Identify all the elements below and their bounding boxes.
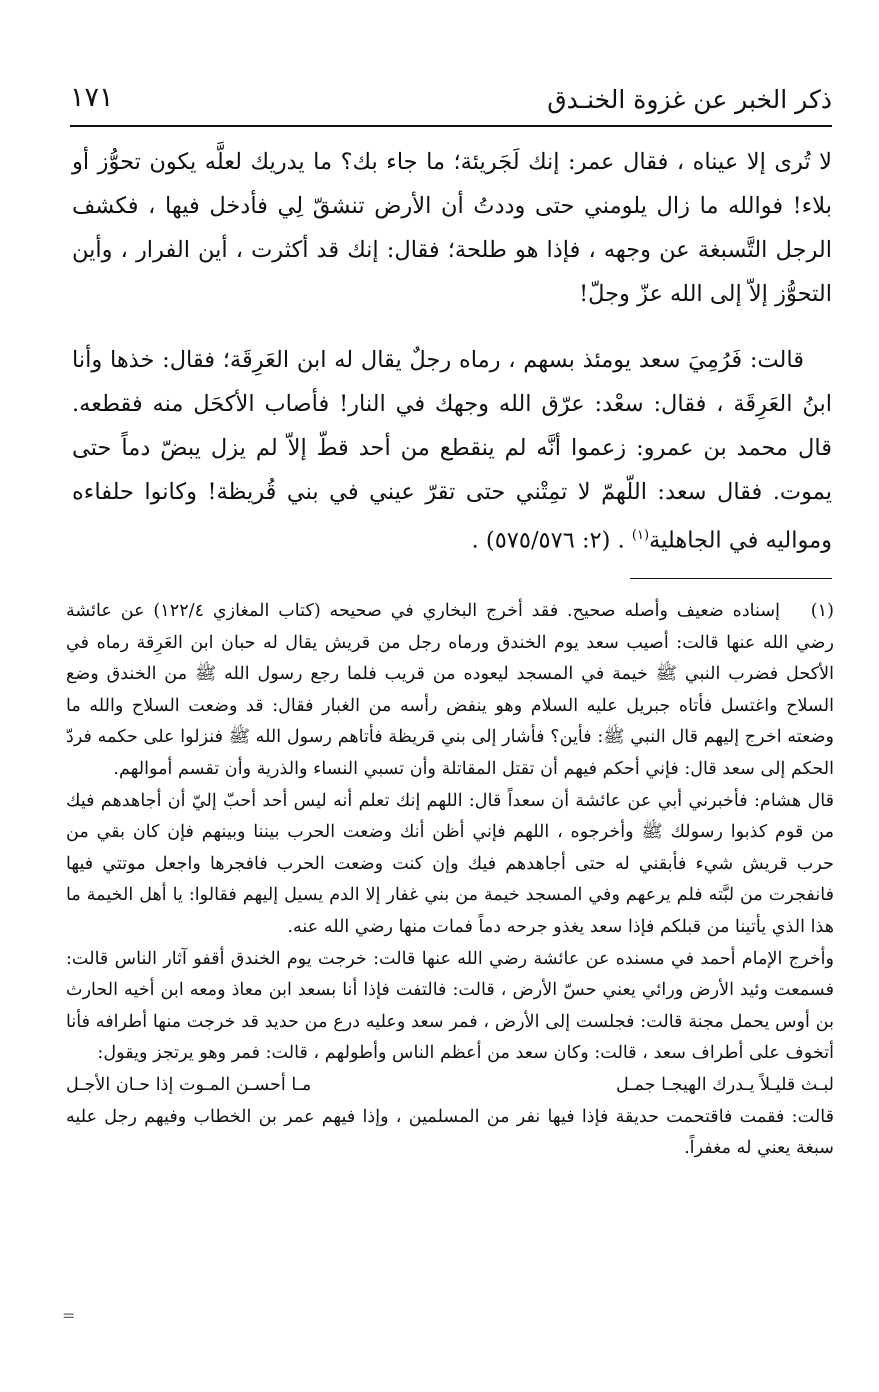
- footnote-marker: (١): [810, 601, 834, 621]
- paragraph-2-text: قالت: فَرُمِيَ سعد يومئذ بسهم ، رماه رجلٌ يقال له ابن العَرِقَة؛ فقال: خذها وأنا ابنُ العَرِقَة ، فقال: سعْد: عرّق الله وجهك في النار! فأصاب الأكحَل منه فقطعه. قال محمد بن عمرو: زعموا أنَّه لم ينقطع من أحد قطّ إلاّ لم يزل يبضّ دماً حتى يموت. فقال سعد: اللّهمّ لا تمِتْني حتى تقرّ عيني في بني قُريظة! وكانوا حلفاءه ومواليه في الجاهلية: [72, 347, 832, 554]
- source-citation: . (٢: ٥٧٥/٥٧٦) .: [471, 527, 625, 554]
- running-header: [70, 78, 832, 122]
- poem-verse: [66, 1070, 834, 1102]
- poem-hemistich-first: لبـث قليـلاً يـدرك الهيجـا جمـل: [615, 1074, 834, 1095]
- paragraph-1: لا تُرى إلا عيناه ، فقال عمر: إنك لَجَريئة؛ ما جاء بك؟ ما يدريك لعلَّه يكون تحوُّز أو بلاء! فوالله ما زال يلومني حتى وددتُ أن الأرض تنشقّ لِي فأدخل فيها ، فكشف الرجل التَّسبغة عن وجهه ، فإذا هو طلحة؛ فقال: إنك قد أكثرت ، أين الفرار ، وأين التحوُّز إلاّ إلى الله عزّ وجلّ!: [72, 149, 832, 307]
- footnote-1: [66, 596, 834, 786]
- page-number: ١٧١: [70, 82, 114, 113]
- footnote-paragraph-ahmad: وأخرج الإمام أحمد في مسنده عن عائشة رضي الله عنها قالت: خرجت يوم الخندق أقفو آثار الناس قالت: فسمعت وئيد الأرض ورائي يعني حسّ الأرض ، قالت: فالتفت فإذا أنا بسعد ابن معاذ ومعه ابن أخيه الحارث بن أوس يحمل مجنة قالت: فجلست إلى الأرض ، فمر سعد وعليه درع من حديد قد خرجت منها أطرافه فأنا أتخوف على أطراف سعد ، قالت: وكان سعد من أعظم الناس وأطولهم ، قالت: فمر وهو يرتجز ويقول:: [66, 948, 834, 1064]
- footnote-reference[interactable]: (١): [631, 528, 650, 543]
- chapter-title: ذكر الخبر عن غزوة الخنـدق: [547, 85, 832, 114]
- main-text: [72, 140, 832, 563]
- footnote-1-text: إسناده ضعيف وأصله صحيح. فقد أخرج البخاري في صحيحه (كتاب المغازي ١٢٢/٤) عن عائشة رضي الله عنها قالت: أصيب سعد يوم الخندق ورماه رجل من قريش يقال له حبان ابن العَرِقة رماه في الأكحل فضرب النبي ﷺ خيمة في المسجد ليعوده من قريب فلما رجع رسول الله ﷺ من الخندق وضع السلاح واغتسل فأتاه جبريل عليه السلام وهو ينفض رأسه من الغبار فقال: قد وضعت السلاح والله ما وضعته اخرج إليهم قال النبي ﷺ: فأين؟ فأشار إلى بني قريظة فأتاهم رسول الله ﷺ فنزلوا على حكمه فردّ الحكم إلى سعد قال: فإني أحكم فيهم أن تقتل المقاتلة وأن تسبي النساء والذرية وأن تقسم أموالهم.: [66, 601, 834, 779]
- footnote-divider: [630, 578, 832, 579]
- footnote-closing: قالت: فقمت فاقتحمت حديقة فإذا فيها نفر من المسلمين ، وإذا فيهم عمر بن الخطاب وفيهم رجل عليه سبغة يعني له مغفراً.: [66, 1106, 834, 1159]
- margin-mark: =: [62, 1306, 76, 1325]
- header-divider: [70, 125, 832, 127]
- poem-hemistich-second: مـا أحسـن المـوت إذا حـان الأجـل: [66, 1074, 312, 1095]
- paragraph-2: [72, 338, 832, 563]
- footnote-paragraph-hisham: قال هشام: فأخبرني أبي عن عائشة أن سعداً قال: اللهم إنك تعلم أنه ليس أحد أحبّ إليّ أن أجاهدهم فيك من قوم كذبوا رسولك ﷺ وأخرجوه ، اللهم فإني أظن أنك وضعت الحرب بيننا وبينهم فإن كان بقي من حرب قريش شيء فأبقني له حتى أجاهدهم فيك وإن كنت وضعت الحرب فافجرها واجعل موتتي فيها فانفجرت من لبَّته فلم يرعهم وفي المسجد خيمة من بني غفار إلا الدم يسيل إليهم فقالوا: يا أهل الخيمة ما هذا الذي يأتينا من قبلكم فإذا سعد يغذو جرحه دماً فمات منها رضي الله عنه.: [66, 790, 834, 937]
- footnotes: [66, 596, 834, 1165]
